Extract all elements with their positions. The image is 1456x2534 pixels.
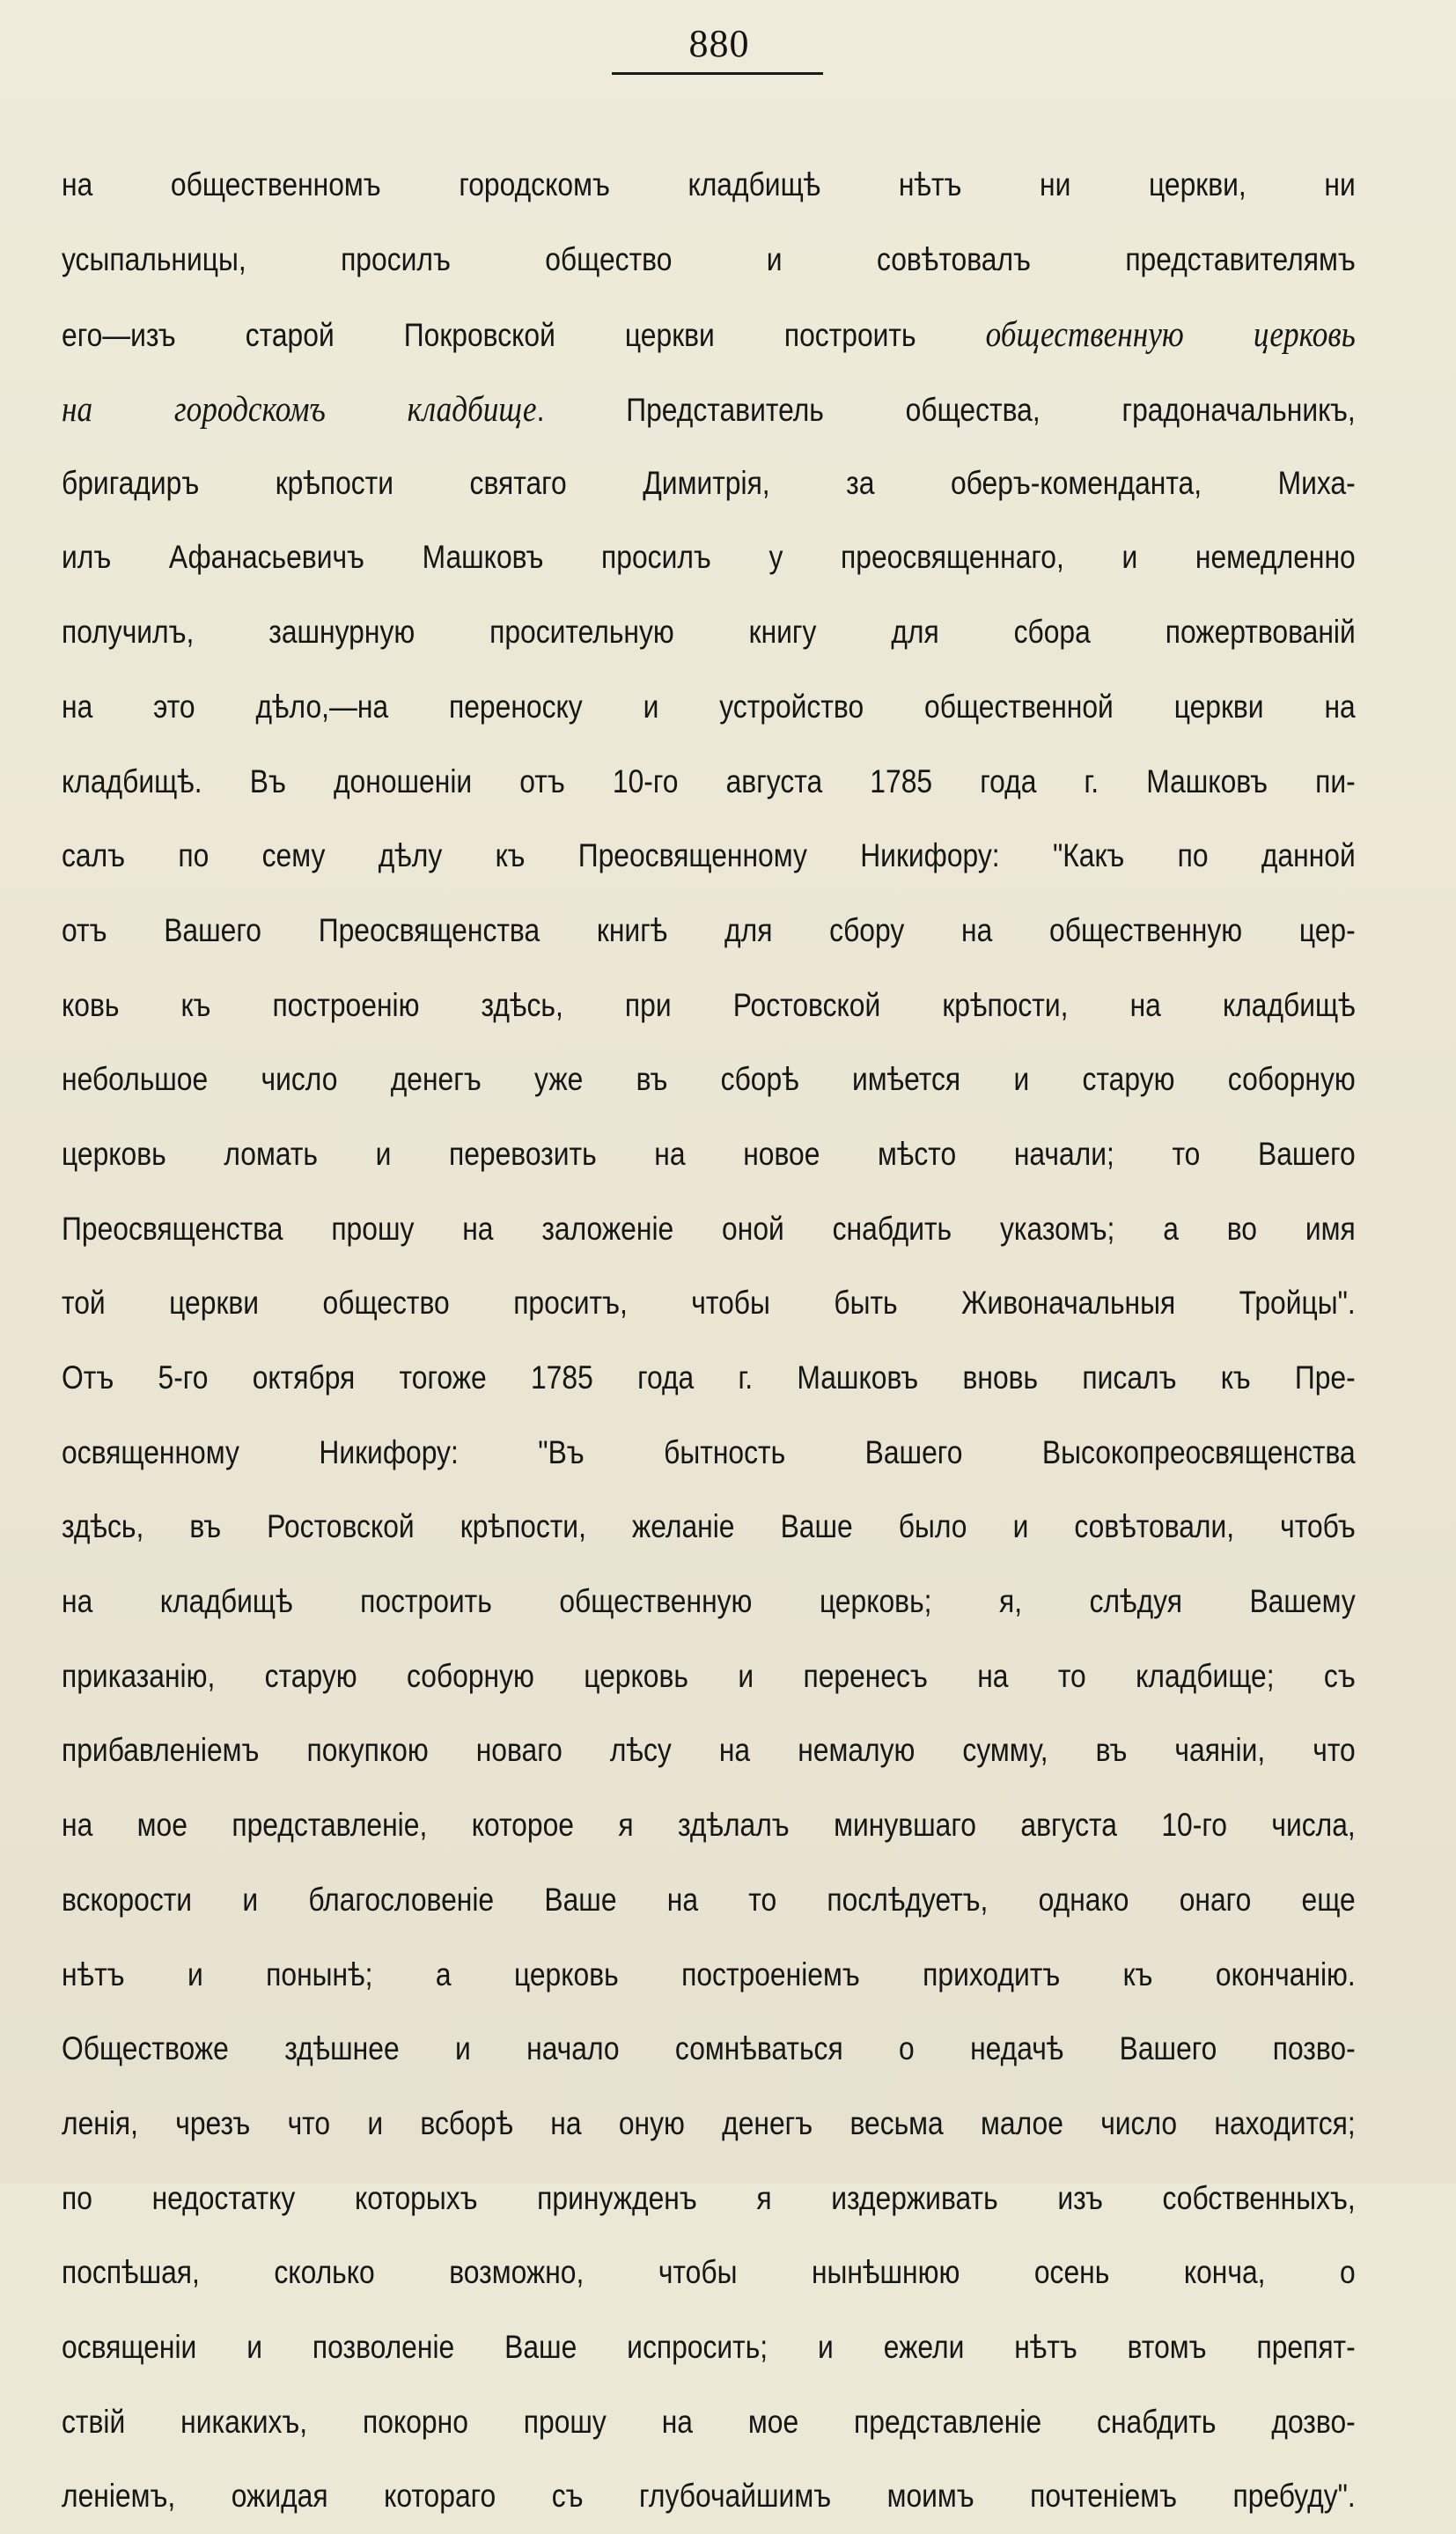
line-text: на общественномъ городскомъ кладбищѣ нѣтъ ни церкви, ни: [62, 166, 1356, 203]
line-text: Обществоже здѣшнее и начало сомнѣваться о недачѣ Вашего позво-: [62, 2030, 1356, 2067]
line-text: той церкви общество проситъ, чтобы быть Живоначальныя Тройцы".: [62, 1285, 1356, 1322]
text-line: [62, 2162, 1356, 2236]
text-line: [62, 1788, 1356, 1863]
text-line: [62, 2310, 1356, 2385]
italic-text: общественную церковь: [985, 313, 1356, 355]
page-number: 880: [688, 22, 750, 65]
text-line: [62, 745, 1356, 820]
text-line: [62, 1192, 1356, 1267]
text-line: [62, 297, 1356, 372]
text-line: [62, 2385, 1356, 2460]
line-text: нѣтъ и понынѣ; а церковь построеніемъ приходитъ къ окончанію.: [62, 1956, 1356, 1993]
line-text: здѣсь, въ Ростовской крѣпости, желаніе Ваше было и совѣтовали, чтобъ: [62, 1508, 1356, 1545]
italic-text: на городскомъ кладбище: [62, 388, 537, 430]
line-text: на это дѣло,—на переноску и устройство общественной церкви на: [62, 688, 1356, 725]
line-text: на мое представленіе, которое я здѣлалъ минувшаго августа 10-го числа,: [62, 1807, 1356, 1844]
line-text: поспѣшая, сколько возможно, чтобы нынѣшнюю осень конча, о: [62, 2254, 1356, 2291]
line-text: небольшое число денегъ уже въ сборѣ имѣется и старую соборную: [62, 1061, 1356, 1098]
line-text: приказанію, старую соборную церковь и перенесъ на то кладбище; съ: [62, 1657, 1356, 1694]
text-line: [62, 894, 1356, 969]
text-line: [62, 520, 1356, 595]
text-line: [62, 1416, 1356, 1491]
text-line: [62, 1713, 1356, 1788]
text-line: [62, 2087, 1356, 2162]
text-line: [62, 372, 1356, 446]
line-text: получилъ, зашнурную просительную книгу для сбора пожертвованій: [62, 614, 1356, 651]
line-text: на кладбищѣ построить общественную церковь; я, слѣдуя Вашему: [62, 1583, 1356, 1620]
text-line: [62, 1341, 1356, 1416]
line-text: его—изъ старой Покровской церкви построить: [62, 317, 986, 354]
line-text: Отъ 5-го октября тогоже 1785 года г. Машковъ вновь писалъ къ Пре-: [62, 1359, 1356, 1396]
text-line: [62, 1639, 1356, 1714]
text-line: [62, 969, 1356, 1043]
text-line: [62, 819, 1356, 894]
line-text: леніемъ, ожидая котораго съ глубочайшимъ моимъ почтеніемъ пребуду".: [62, 2478, 1356, 2515]
text-line: [62, 1490, 1356, 1565]
text-line: [62, 223, 1356, 298]
line-text: салъ по сему дѣлу къ Преосвященному Никифору: "Какъ по данной: [62, 837, 1356, 874]
text-line: [62, 595, 1356, 670]
text-line: [62, 2236, 1356, 2310]
line-text: освященіи и позволеніе Ваше испросить; и ежели нѣтъ втомъ препят-: [62, 2328, 1356, 2365]
page-number-rule: [612, 72, 823, 75]
text-line: [62, 670, 1356, 745]
line-text: Преосвященства прошу на заложеніе оной снабдить указомъ; а во имя: [62, 1210, 1356, 1247]
line-text: илъ Афанасьевичъ Машковъ просилъ у преосвященнаго, и немедленно: [62, 539, 1356, 576]
line-text: ствій никакихъ, покорно прошу на мое представленіе снабдить дозво-: [62, 2403, 1356, 2440]
line-text: освященному Никифору: "Въ бытность Вашего Высокопреосвященства: [62, 1433, 1356, 1470]
line-text: . Представитель общества, градоначальникъ,: [536, 392, 1356, 429]
text-line: [62, 2459, 1356, 2534]
text-line: [62, 1266, 1356, 1341]
line-text: церковь ломать и перевозить на новое мѣсто начали; то Вашего: [62, 1135, 1356, 1172]
line-text: ковь къ построенію здѣсь, при Ростовской крѣпости, на кладбищѣ: [62, 986, 1356, 1023]
text-line: [62, 148, 1356, 223]
line-text: усыпальницы, просилъ общество и совѣтовалъ представителямъ: [62, 240, 1356, 277]
text-line: [62, 446, 1356, 521]
line-text: кладбищѣ. Въ доношеніи отъ 10-го августа 1785 года г. Машковъ пи-: [62, 762, 1356, 799]
text-line: [62, 1938, 1356, 2013]
text-line: [62, 1863, 1356, 1938]
text-line: [62, 1565, 1356, 1639]
line-text: вскорости и благословеніе Ваше на то послѣдуетъ, однако онаго еще: [62, 1881, 1356, 1918]
line-text: ленія, чрезъ что и всборѣ на оную денегъ весьма малое число находится;: [62, 2104, 1356, 2141]
text-line: [62, 1117, 1356, 1192]
text-line: [62, 2012, 1356, 2087]
line-text: прибавленіемъ покупкою новаго лѣсу на немалую сумму, въ чаяніи, что: [62, 1732, 1356, 1769]
body-text: [62, 148, 1356, 2534]
line-text: отъ Вашего Преосвященства книгѣ для сбору на общественную цер-: [62, 911, 1356, 948]
line-text: бригадиръ крѣпости святаго Димитрія, за оберъ-коменданта, Миха-: [62, 464, 1356, 501]
text-line: [62, 1042, 1356, 1117]
line-text: по недостатку которыхъ принужденъ я издерживать изъ собственныхъ,: [62, 2179, 1356, 2216]
